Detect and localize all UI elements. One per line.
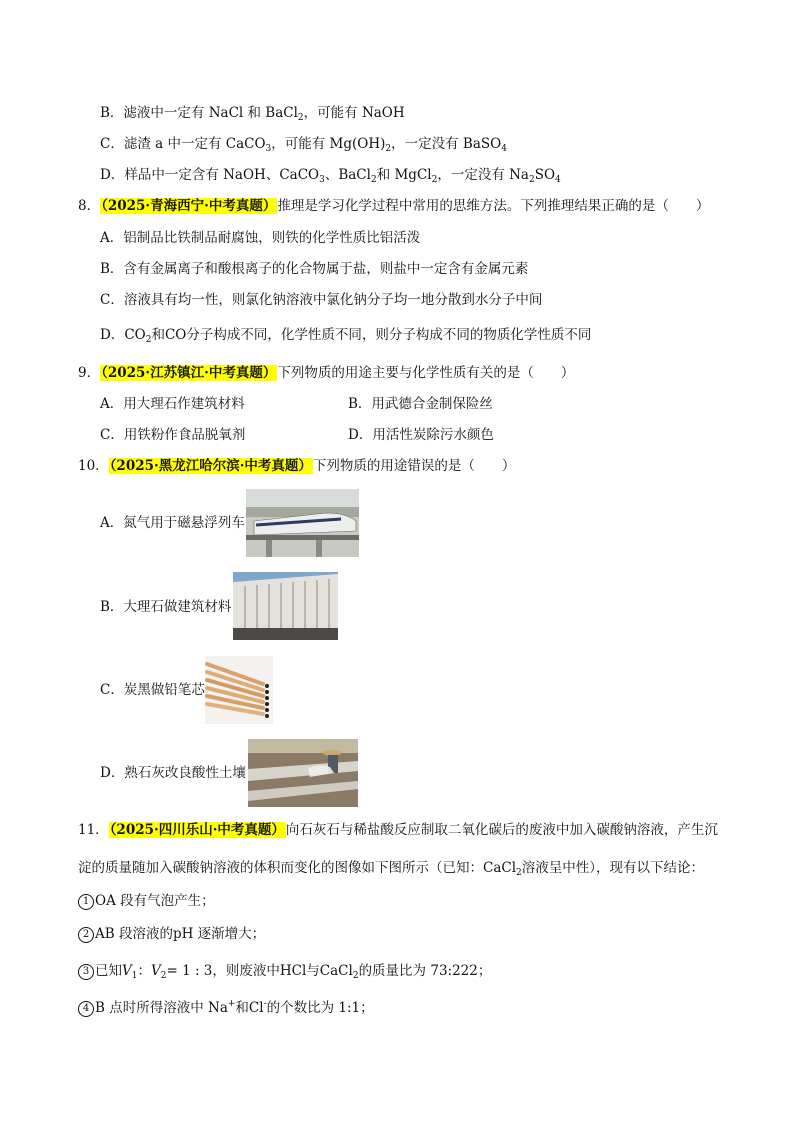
q10-option-b: B．大理石做建筑材料 [100,599,232,615]
q9-option-b: B．用武德合金制保险丝 [348,396,493,412]
q11-conclusion-2: 2 AB 段溶液的pH 逐渐增大； [78,924,265,944]
q8-option-c: C．溶液具有均一性，则氯化钠溶液中氯化钠分子均一地分散到水分子中间 [100,292,543,308]
circled-number-3: 3 [78,964,94,980]
q11-conclusion-3: 3 已知$V_1$：$V_2= 1$ : 3，则废液中HCl与CaCl$_2$的质量比为 73:222； [78,961,491,981]
circled-number-2: 2 [78,927,94,943]
q8-option-a: A．铝制品比铁制品耐腐蚀，则铁的化学性质比铝活泼 [100,230,421,246]
q7-option-c: C．滤渣 a 中一定有 CaCO$_3$，可能有 $Mg(OH)_2$，一定没有 BaSO$_4$ [100,136,507,154]
q10-stem: 10．（2025·黑龙江哈尔滨·中考真题）下列物质的用途错误的是（ ） [78,458,516,474]
q10-option-d: D．熟石灰改良酸性土壤 [100,765,246,781]
q11-stem-line1: 11．（2025·四川乐山·中考真题）向石灰石与稀盐酸反应制取二氧化碳后的废液中加入碳酸钠溶液，产生沉 [78,822,718,838]
q9-option-a: A．用大理石作建筑材料 [100,396,245,412]
q11-conclusion-4: 4 B 点时所得溶液中 Na+和Cl-的个数比为 1:1； [78,998,374,1018]
marble-building-photo [233,572,338,640]
q8-stem: 8．（2025·青海西宁·中考真题）推理是学习化学过程中常用的思维方法。下列推理结果正确的是（ ） [78,198,710,214]
question-number: 8． [78,198,101,214]
source-tag: （2025·青海西宁·中考真题） [101,198,277,214]
q10-option-a: A．氮气用于磁悬浮列车 [100,515,245,531]
maglev-train-photo [246,489,359,557]
q7-option-b: B．滤液中一定有 NaCl 和 BaCl$_2$，可能有 NaOH [100,105,405,123]
circled-number-1: 1 [78,894,94,910]
source-tag: （2025·四川乐山·中考真题） [109,822,285,838]
question-number: 10． [78,458,109,474]
q9-stem: 9．（2025·江苏镇江·中考真题）下列物质的用途主要与化学性质有关的是（ ） [78,365,575,381]
q11-conclusion-1: 1 OA 段有气泡产生； [78,891,215,911]
circled-number-4: 4 [78,1001,94,1017]
question-number: 11． [78,822,109,838]
q11-stem-line2: 淀的质量随加入碳酸钠溶液的体积而变化的图像如下图所示（已知：CaCl$_2$溶液呈中性），现有以下结论： [78,860,705,878]
q9-option-c: C．用铁粉作食品脱氧剂 [100,427,246,443]
q8-option-b: B．含有金属离子和酸根离子的化合物属于盐，则盐中一定含有金属元素 [100,261,529,277]
q8-option-d: D．$CO_2$和CO分子构成不同，化学性质不同，则分子构成不同的物质化学性质不同 [100,327,592,345]
source-tag: （2025·黑龙江哈尔滨·中考真题） [109,458,312,474]
question-number: 9． [78,365,101,381]
q7-option-d: D．样品中一定含有 NaOH、CaCO$_3$、BaCl$_2$和 MgCl$_2$，一定没有 $Na_2SO_4$ [100,167,561,185]
q9-option-d: D．用活性炭除污水颜色 [348,427,494,443]
source-tag: （2025·江苏镇江·中考真题） [101,365,277,381]
q10-option-c: C．炭黑做铅笔芯 [100,682,205,698]
pencils-photo [205,656,273,724]
farmer-liming-soil-photo [248,739,358,807]
